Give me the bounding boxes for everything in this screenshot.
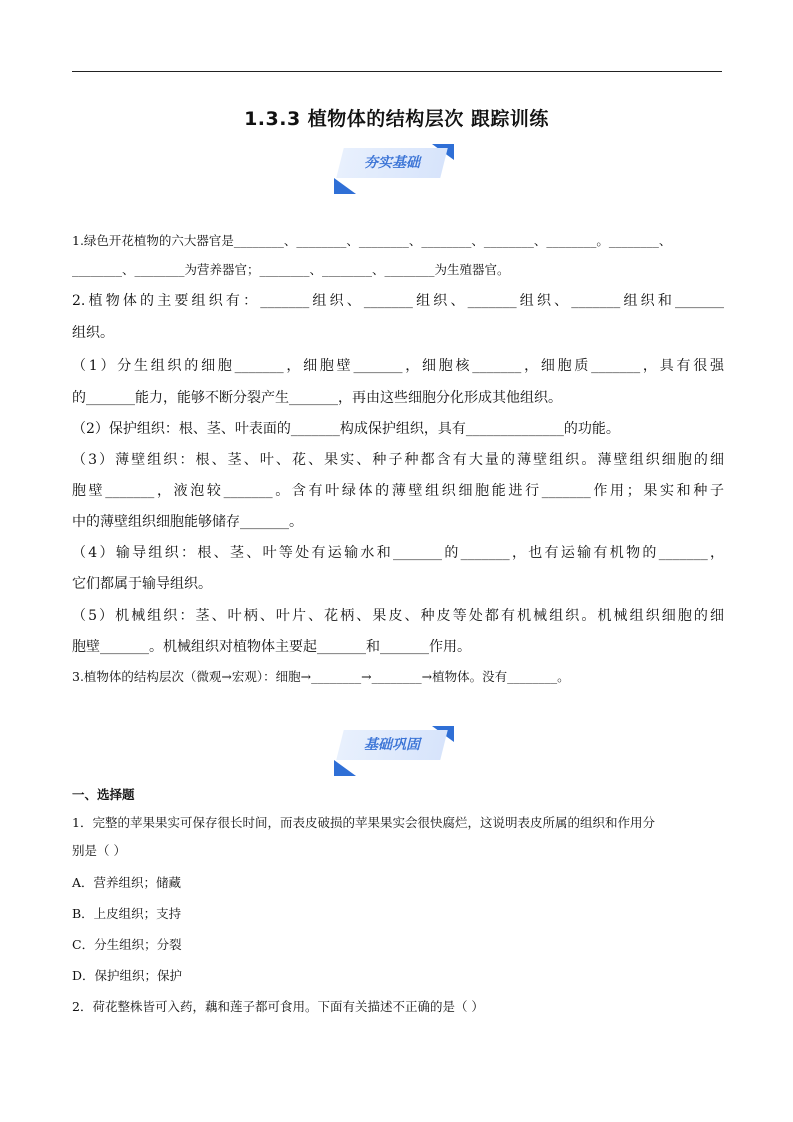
fill-q2-1-line1: （1）分生组织的细胞_______，细胞壁_______，细胞核_______，细胞质_______，具有很强	[72, 358, 724, 374]
question-1-line2: 别是（ ）	[72, 843, 126, 858]
fill-q2-3-line3: 中的薄壁组织细胞能够储存_______。	[72, 514, 303, 530]
option-a: A．营养组织；储藏	[72, 875, 182, 890]
option-c: C．分生组织；分裂	[72, 937, 182, 952]
header-rule	[72, 71, 722, 72]
section-banner-2	[334, 726, 454, 776]
fill-q2-3-line2: 胞壁_______，液泡较_______。含有叶绿体的薄壁组织细胞能进行_______作用；果实和种子	[72, 483, 724, 499]
banner-label: 夯实基础	[364, 155, 420, 171]
fill-q2-3-line1: （3）薄壁组织：根、茎、叶、花、果实、种子种都含有大量的薄壁组织。薄壁组织细胞的细	[72, 452, 724, 468]
banner-corner-icon	[334, 178, 356, 194]
fill-q2-1-line2: 的_______能力，能够不断分裂产生_______，再由这些细胞分化形成其他组织。	[72, 390, 562, 406]
banner-corner-icon	[334, 760, 356, 776]
fill-q1-line2: ________、________为营养器官；________、________、________为生殖器官。	[72, 262, 510, 277]
section-heading: 一、选择题	[72, 787, 135, 802]
banner-label: 基础巩固	[364, 737, 420, 753]
option-d: D．保护组织；保护	[72, 968, 183, 983]
fill-q2-5-line2: 胞壁_______。机械组织对植物体主要起_______和_______作用。	[72, 639, 471, 655]
fill-q2-line2: 组织。	[72, 325, 114, 341]
fill-q2-line1: 2.植物体的主要组织有：_______组织、_______组织、_______组织、_______组织和_______	[72, 293, 724, 309]
fill-q2-4-line2: 它们都属于输导组织。	[72, 576, 212, 592]
question-1-line1: 1．完整的苹果果实可保存很长时间，而表皮破损的苹果果实会很快腐烂，这说明表皮所属的组织和作用分	[72, 815, 655, 830]
fill-q2-4-line1: （4）输导组织：根、茎、叶等处有运输水和_______的_______，也有运输有机物的_______，	[72, 545, 724, 561]
fill-q2-2-line1: （2）保护组织：根、茎、叶表面的_______构成保护组织，具有______________的功能。	[72, 421, 620, 437]
option-b: B．上皮组织；支持	[72, 906, 182, 921]
question-2-line1: 2．荷花整株皆可入药，藕和莲子都可食用。下面有关描述不正确的是（ ）	[72, 999, 484, 1014]
fill-q2-5-line1: （5）机械组织：茎、叶柄、叶片、花柄、果皮、种皮等处都有机械组织。机械组织细胞的细	[72, 608, 724, 624]
fill-q1-line1: 1.绿色开花植物的六大器官是________、________、________、________、________、________。________、	[72, 233, 672, 248]
fill-q3-line1: 3.植物体的结构层次（微观→宏观）：细胞→________→________→植物体。没有________。	[72, 669, 570, 684]
page-title: 1.3.3 植物体的结构层次 跟踪训练	[244, 108, 549, 130]
section-banner-1	[334, 144, 454, 194]
